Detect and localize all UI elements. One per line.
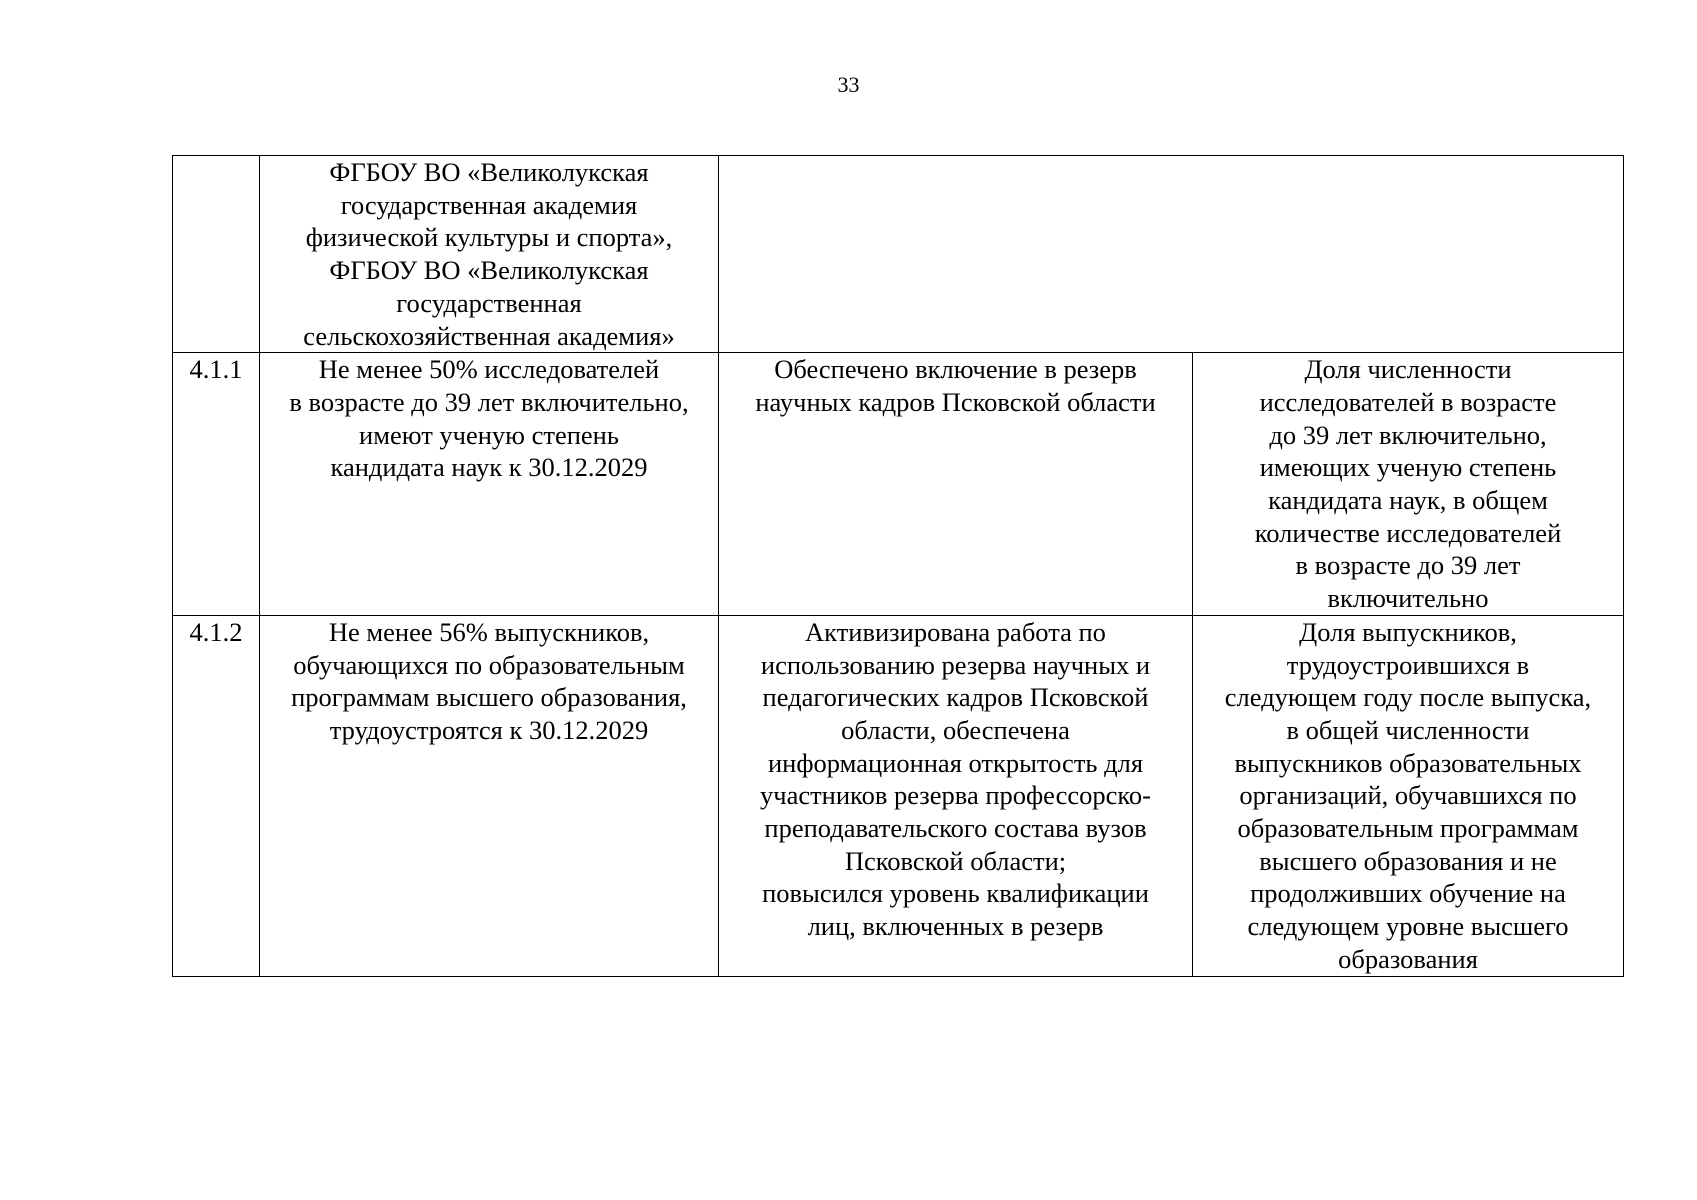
table-row — [173, 353, 1624, 616]
result-cell: Не менее 50% исследователей в возрасте до 39 лет включительно, имеют ученую степень кандидата наук к 30.12.2029 — [260, 353, 719, 616]
row-number-cell — [173, 156, 260, 353]
results-table — [172, 155, 1624, 977]
table-row — [173, 156, 1624, 353]
page-number: 33 — [837, 72, 860, 97]
merged-empty-cell — [719, 156, 1624, 353]
row-number-cell: 4.1.1 — [173, 353, 260, 616]
indicator-cell: Доля численности исследователей в возрасте до 39 лет включительно, имеющих ученую степень кандидата наук, в общем количестве исследователей в возрасте до 39 лет включительно — [1193, 353, 1624, 616]
indicator-cell: Доля выпускников, трудоустроившихся в следующем году после выпуска, в общей численности выпускников образовательных организаций, обучавшихся по образовательным программам высшего образования и не продолживших обучение на следующем уровне высшего образования — [1193, 615, 1624, 976]
effect-cell: Обеспечено включение в резерв научных кадров Псковской области — [719, 353, 1193, 616]
table-row — [173, 615, 1624, 976]
effect-cell: Активизирована работа по использованию резерва научных и педагогических кадров Псковской области, обеспечена информационная открытость для участников резерва профессорско- преподавательского состава вузов Псковской области; повысился уровень квалификации лиц, включенных в резерв — [719, 615, 1193, 976]
result-cell: Не менее 56% выпускников, обучающихся по образовательным программам высшего образования, трудоустроятся к 30.12.2029 — [260, 615, 719, 976]
row-number-cell: 4.1.2 — [173, 615, 260, 976]
result-cell: ФГБОУ ВО «Великолукская государственная академия физической культуры и спорта», ФГБОУ ВО «Великолукская государственная сельскохозяйственная академия» — [260, 156, 719, 353]
